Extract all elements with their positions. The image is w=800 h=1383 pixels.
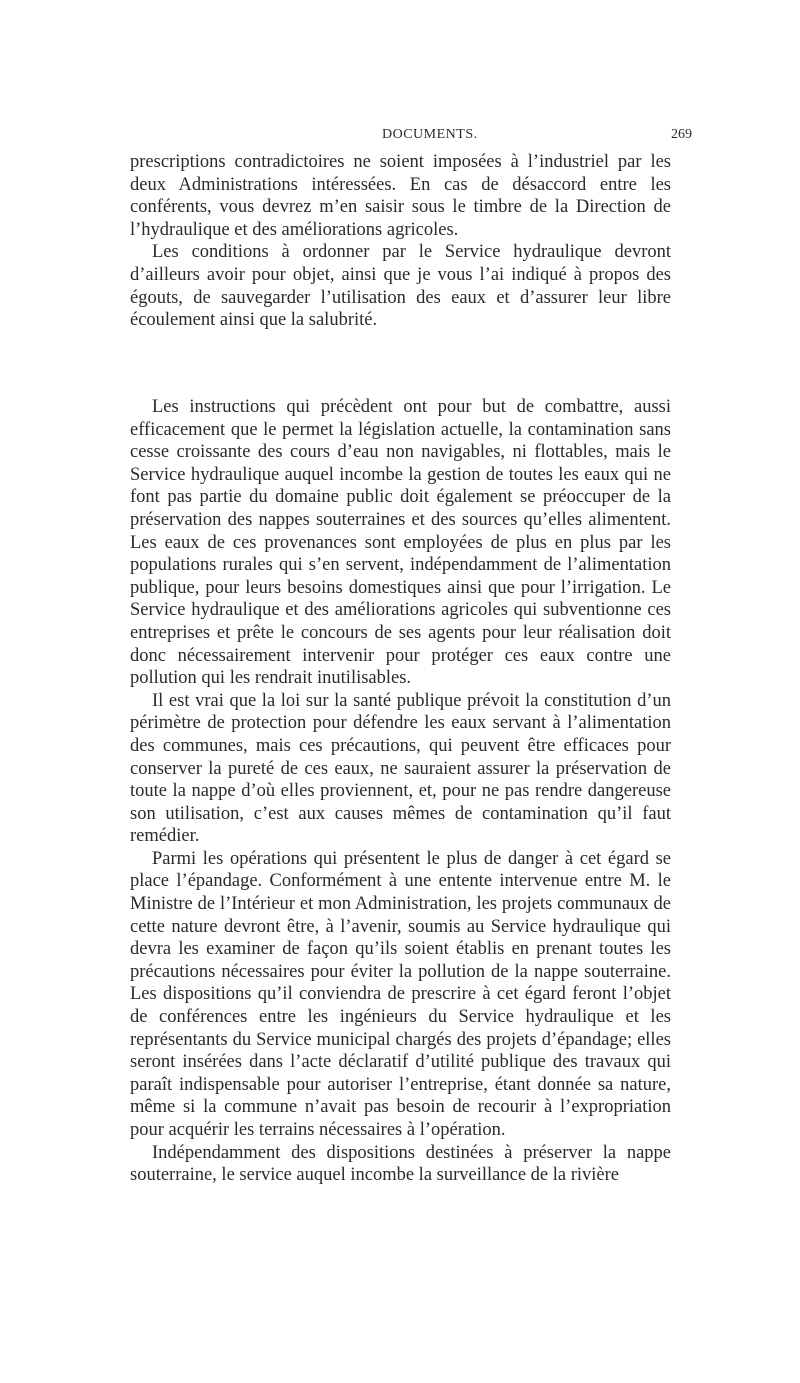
page-number: 269 (671, 127, 692, 142)
paragraph-instructions: Les instructions qui précèdent ont pour but de combattre, aussi efficacement que le permet la législation actuelle, la contamination sans cesse croissante des cours d’eau non navigables, ni flottables, mais le Service hydraulique auquel incombe la gestion de toutes les eaux qui ne font pas partie du domaine public doit également se préoccuper de la préservation des nappes souterraines et des sources qu’elles alimentent. Les eaux de ces provenances sont employées de plus en plus par les populations rurales qui s’en servent, indépendamment de l’alimentation publique, pour leurs besoins domestiques ainsi que pour l’irrigation. Le Service hydraulique et des améliorations agricoles qui subventionne ces entreprises et prête le concours de ses agents pour leur réalisation doit donc nécessairement intervenir pour protéger ces eaux contre une pollution qui les rendrait inutilisables. (130, 397, 671, 689)
running-head (0, 127, 800, 147)
paragraph-continuation: prescriptions contradictoires ne soient imposées à l’industriel par les deux Administrations intéressées. En cas de désaccord entre les conférents, vous devrez m’en saisir sous le timbre de la Direction de l’hydraulique et des améliorations agricoles. (130, 152, 671, 240)
text-block-top (130, 151, 671, 332)
paragraph-conditions: Les conditions à ordonner par le Service hydraulique devront d’ailleurs avoir pour objet, ainsi que je vous l’ai indiqué à propos des égouts, de sauvegarder l’utilisation des eaux et d’assurer leur libre écoulement ainsi que la salubrité. (130, 242, 671, 331)
running-title: DOCUMENTS. (382, 127, 478, 142)
paragraph-epandage: Parmi les opérations qui présentent le plus de danger à cet égard se place l’épandage. Conformément à une entente intervenue entre M. le Ministre de l’Intérieur et mon Administration, les projets communaux de cette nature devront être, à l’avenir, soumis au Service hydraulique qui devra les examiner de façon qu’ils soient établis en prenant toutes les précautions nécessaires pour éviter la pollution de la nappe souterraine. Les dispositions qu’il conviendra de prescrire à cet égard feront l’objet de conférences entre les ingénieurs du Service hydraulique et les représentants du Service municipal chargés des projets d’épandage; elles seront insérées dans l’acte déclaratif d’utilité publique des travaux qui paraît indispensable pour autoriser l’entreprise, étant donnée sa nature, même si la commune n’avait pas besoin de recourir à l’expropriation pour acquérir les terrains nécessaires à l’opération. (130, 848, 671, 1140)
paragraph-sante-publique: Il est vrai que la loi sur la santé publique prévoit la constitution d’un périmètre de protection pour défendre les eaux servant à l’alimentation des communes, mais ces précautions, qui peuvent être efficaces pour conserver la pureté de ces eaux, ne sauraient assurer la préservation de toute la nappe d’où elles proviennent, et, pour ne pas rendre dangereuse son utilisation, c’est aux causes mêmes de contamination qu’il faut remédier. (130, 690, 671, 847)
paragraph-independamment: Indépendamment des dispositions destinées à préserver la nappe souterraine, le service auquel incombe la surveillance de la rivière (130, 1142, 671, 1186)
text-block-main (130, 396, 671, 1187)
